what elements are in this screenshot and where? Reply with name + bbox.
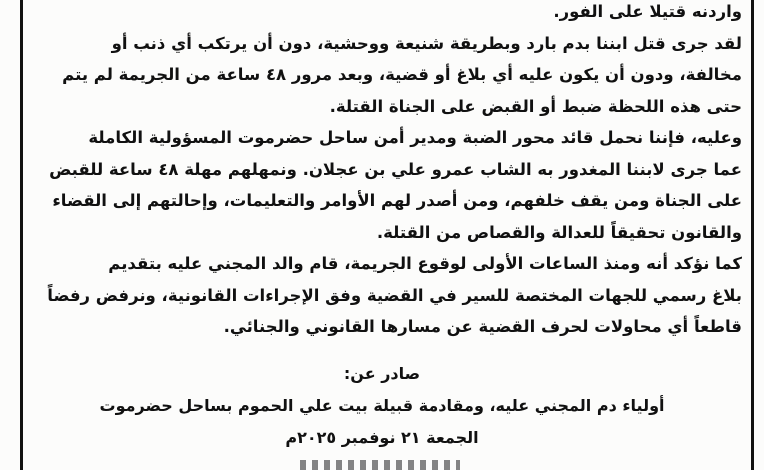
- statement-line: بلاغ رسمي للجهات المختصة للسير في القضية وفق الإجراءات القانونية، ونرفض رفضاً: [47, 285, 742, 305]
- statement-line: واردنه قتيلا على الفور.: [553, 2, 742, 21]
- statement-line: على الجناة ومن يقف خلفهم، ومن أصدر لهم الأوامر والتعليمات، وإحالتهم إلى القضاء: [52, 191, 742, 210]
- statement-line: مخالفة، ودون أن يكون عليه أي بلاغ أو قضية، وبعد مرور ٤٨ ساعة من الجريمة لم يتم: [62, 65, 742, 84]
- statement-body: [36, 0, 742, 343]
- date-line: الجمعة ٢١ نوفمبر ٢٠٢٥م: [285, 428, 479, 447]
- statement-line: والقانون تحقيقاً للعدالة والقصاص من القتلة.: [376, 222, 742, 242]
- issued-by-label: صادر عن:: [343, 364, 421, 383]
- left-border-line: [20, 0, 23, 470]
- statement-line: قاطعاً أي محاولات لحرف القضية عن مسارها القانوني والجنائي.: [223, 317, 742, 336]
- statement-line: كما نؤكد أنه ومنذ الساعات الأولى لوقوع الجريمة، قام والد المجني عليه بتقديم: [108, 254, 742, 273]
- signers-line: أولياء دم المجني عليه، ومقادمة قبيلة بيت علي الحموم بساحل حضرموت: [99, 396, 665, 415]
- statement-line: لقد جرى قتل ابننا بدم بارد وبطريقة شنيعة ووحشية، دون أن يرتكب أي ذنب أو: [111, 33, 742, 53]
- right-border-line: [751, 0, 754, 470]
- statement-line: عما جرى لابننا المغدور به الشاب عمرو علي بن عجلان. ونمهلهم مهلة ٤٨ ساعة للقبض: [49, 159, 742, 179]
- cut-off-text-fragment: [300, 460, 460, 470]
- statement-line: حتى هذه اللحظة ضبط أو القبض على الجناة القتلة.: [329, 96, 742, 116]
- statement-line: وعليه، فإننا نحمل قائد محور الضبة ومدير أمن ساحل حضرموت المسؤولية الكاملة: [88, 128, 742, 147]
